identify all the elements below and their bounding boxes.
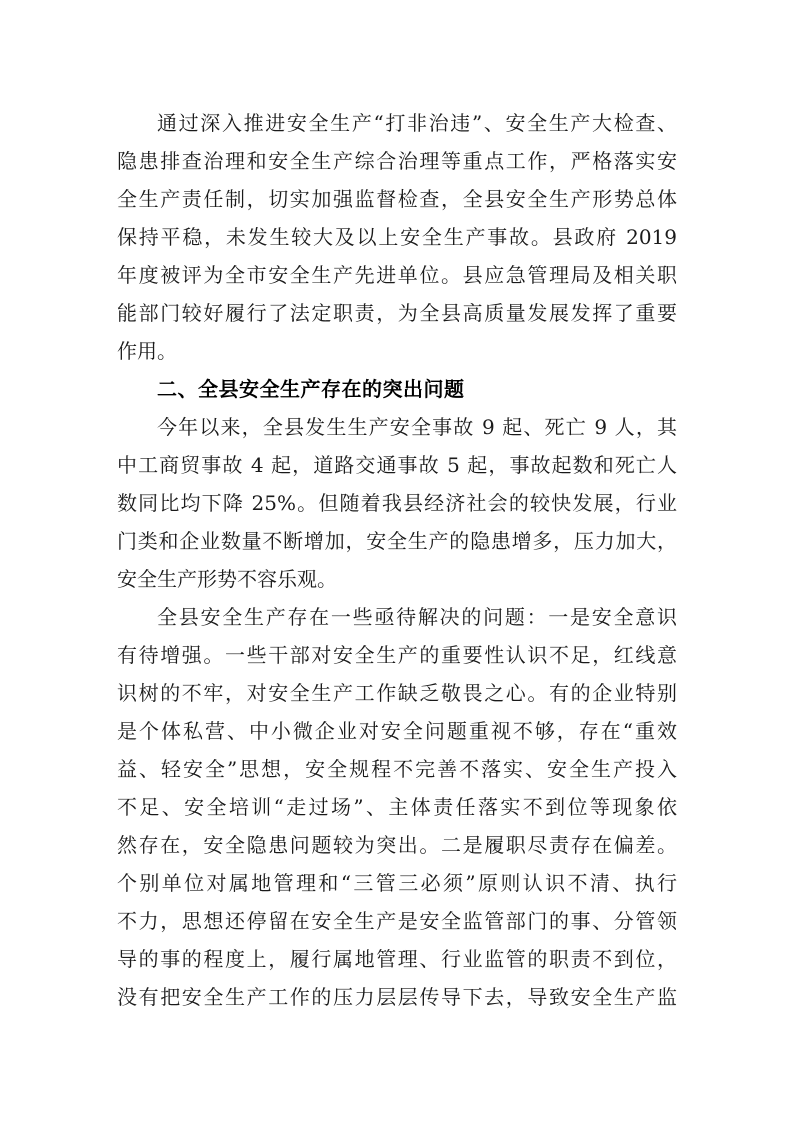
body-text-line: 中工商贸事故 4 起，道路交通事故 5 起，事故起数和死亡人 xyxy=(117,453,677,477)
body-text-line: 隐患排查治理和安全生产综合治理等重点工作，严格落实安 xyxy=(117,149,677,173)
body-text-line: 全县安全生产存在一些亟待解决的问题：一是安全意识 xyxy=(157,605,677,629)
body-text-line: 有待增强。一些干部对安全生产的重要性认识不足，红线意 xyxy=(117,643,677,667)
body-text-line: 个别单位对属地管理和“三管三必须”原则认识不清、执行 xyxy=(117,871,677,895)
body-text-line: 不力，思想还停留在安全生产是安全监管部门的事、分管领 xyxy=(117,909,677,933)
body-text-line: 是个体私营、中小微企业对安全问题重视不够，存在“重效 xyxy=(117,719,677,743)
body-text-line: 能部门较好履行了法定职责，为全县高质量发展发挥了重要 xyxy=(117,301,677,325)
body-text-line: 今年以来，全县发生生产安全事故 9 起、死亡 9 人，其 xyxy=(157,415,677,439)
body-text-line: 全生产责任制，切实加强监督检查，全县安全生产形势总体 xyxy=(117,187,677,211)
body-text-line: 数同比均下降 25%。但随着我县经济社会的较快发展，行业 xyxy=(117,491,677,515)
body-text-line: 益、轻安全”思想，安全规程不完善不落实、安全生产投入 xyxy=(117,757,677,781)
body-text-line: 门类和企业数量不断增加，安全生产的隐患增多，压力加大， xyxy=(117,529,677,553)
body-text-line: 安全生产形势不容乐观。 xyxy=(117,567,337,591)
body-text-line: 识树的不牢，对安全生产工作缺乏敬畏之心。有的企业特别 xyxy=(117,681,677,705)
body-text-line: 作用。 xyxy=(117,339,177,363)
section-heading: 二、全县安全生产存在的突出问题 xyxy=(157,377,465,401)
body-text-line: 年度被评为全市安全生产先进单位。县应急管理局及相关职 xyxy=(117,263,677,287)
body-text-line: 通过深入推进安全生产“打非治违”、安全生产大检查、 xyxy=(157,111,677,135)
body-text-line: 导的事的程度上，履行属地管理、行业监管的职责不到位， xyxy=(117,947,677,971)
body-text-line: 然存在，安全隐患问题较为突出。二是履职尽责存在偏差。 xyxy=(117,833,677,857)
body-text-line: 不足、安全培训“走过场”、主体责任落实不到位等现象依 xyxy=(117,795,677,819)
body-text-line: 保持平稳，未发生较大及以上安全生产事故。县政府 2019 xyxy=(117,225,677,249)
body-text-line: 没有把安全生产工作的压力层层传导下去，导致安全生产监 xyxy=(117,985,677,1009)
